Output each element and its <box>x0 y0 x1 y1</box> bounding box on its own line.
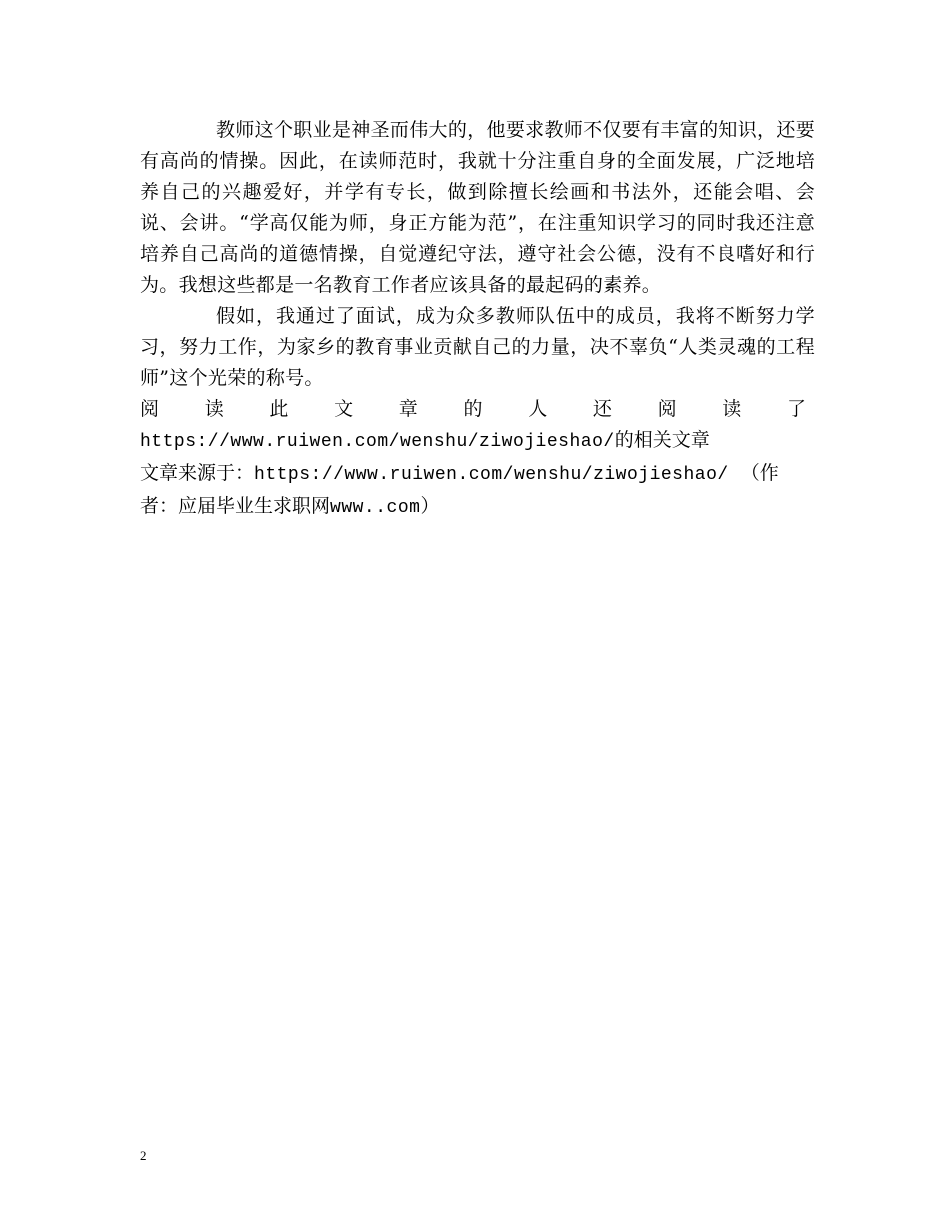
source-prefix: 文章来源于： <box>140 462 255 484</box>
paragraph-interview-commitment: 假如，我通过了面试，成为众多教师队伍中的成员，我将不断努力学习，努力工作，为家乡的教育事业贡献自己的力量，决不辜负“人类灵魂的工程师”这个光荣的称号。 <box>140 305 815 389</box>
document-body <box>140 115 815 524</box>
source-line <box>140 458 815 524</box>
author-open: （作者： <box>140 462 779 517</box>
related-prefix: 阅读此文章的人还阅读了 <box>140 398 815 420</box>
related-articles-line <box>140 394 815 458</box>
paragraph-teacher-profession: 教师这个职业是神圣而伟大的，他要求教师不仅要有丰富的知识，还要有高尚的情操。因此，在读师范时，我就十分注重自身的全面发展，广泛地培养自己的兴趣爱好，并学有专长，做到除擅长绘画和书法外，还能会唱、会说、会讲。“学高仅能为师，身正方能为范”，在注重知识学习的同时我还注意培养自己高尚的道德情操，自觉遵纪守法，遵守社会公德，没有不良嗜好和行为。我想这些都是一名教育工作者应该具备的最起码的素养。 <box>140 119 815 296</box>
related-suffix: 的相关文章 <box>614 429 710 451</box>
author-site: www..com <box>330 498 421 518</box>
author-close: ） <box>420 495 440 517</box>
related-url-link[interactable]: https://www.ruiwen.com/wenshu/ziwojieshao/ <box>140 432 615 452</box>
page-number: 2 <box>140 1148 147 1163</box>
author-name: 应届毕业生求职网 <box>178 495 331 517</box>
source-url-link[interactable]: https://www.ruiwen.com/wenshu/ziwojieshao/ <box>254 465 729 485</box>
